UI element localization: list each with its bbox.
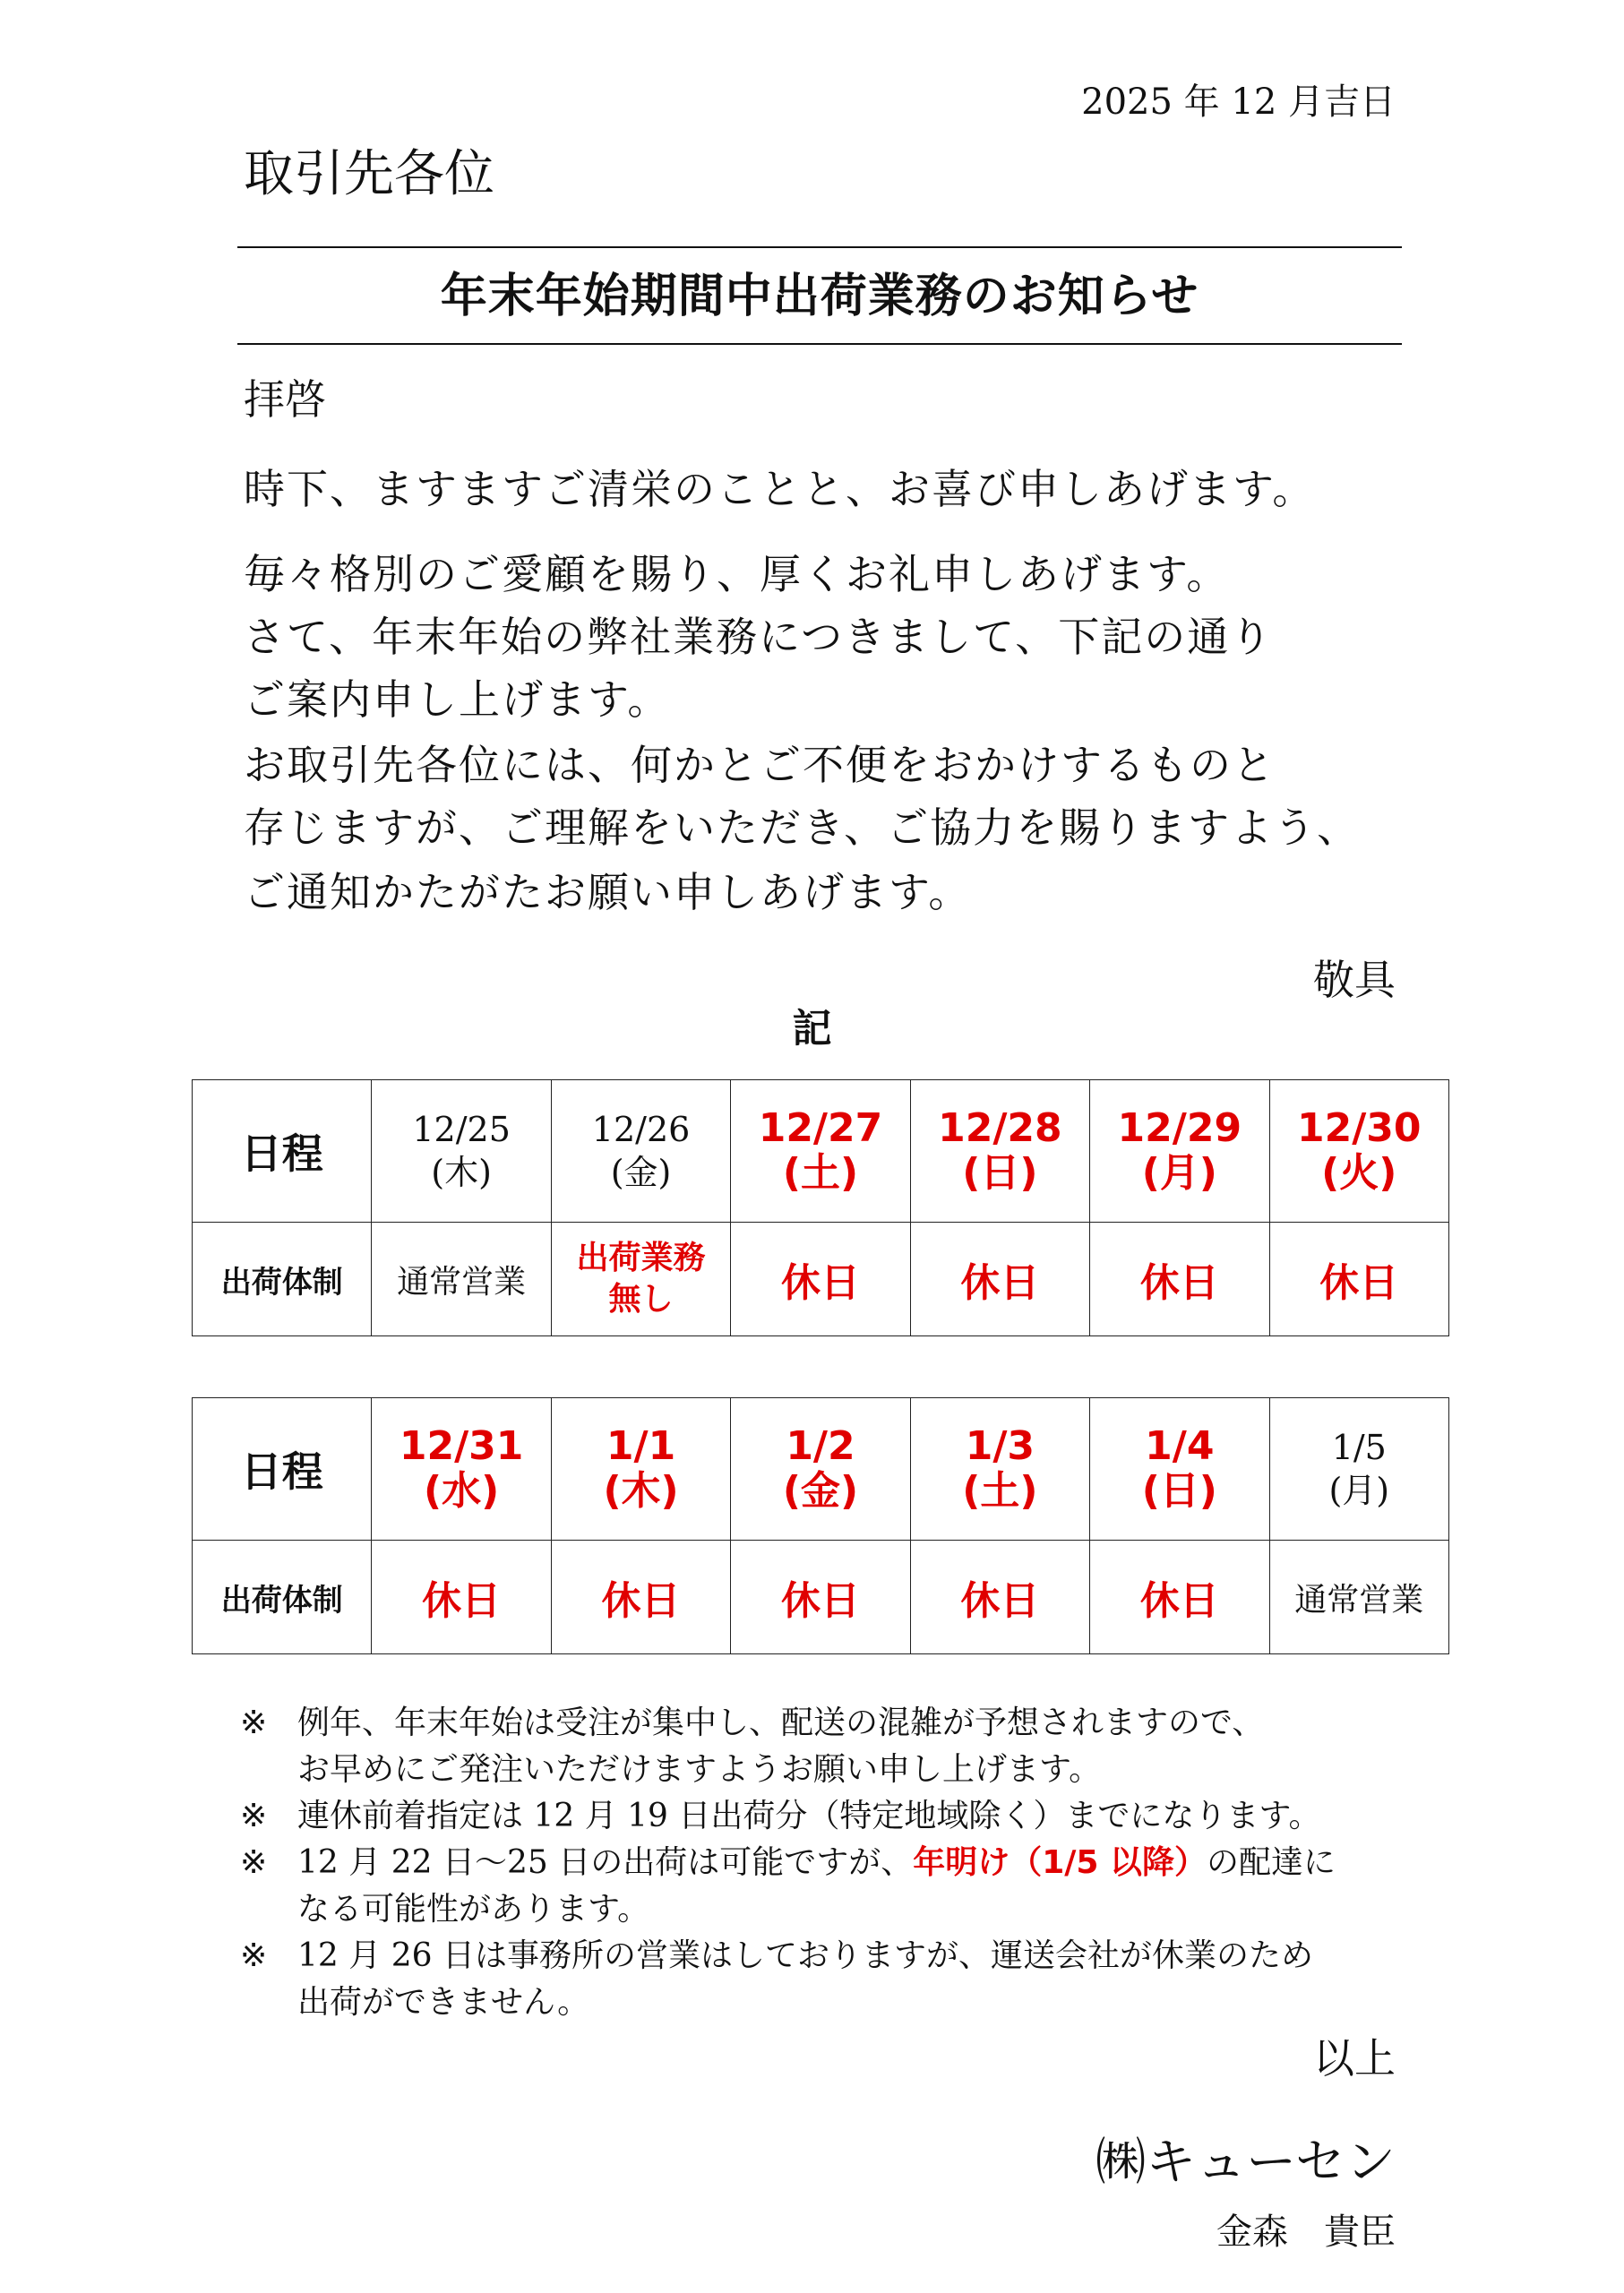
body-line-3: さて、年末年始の弊社業務につきまして、下記の通り <box>244 613 1274 661</box>
company-name: ㈱キューセン <box>1096 2134 1396 2192</box>
signatory: 金森 貴臣 <box>1216 2211 1396 2253</box>
label-status: 出荷体制 <box>193 1541 372 1654</box>
date-cell-holiday: 1/2 (金) <box>731 1398 910 1541</box>
body-line-2: 毎々格別のご愛顧を賜り、厚くお礼申しあげます。 <box>244 550 1230 598</box>
date-cell-holiday: 12/29 (月) <box>1090 1080 1269 1223</box>
notes <box>240 1700 1422 2026</box>
date-cell: 1/5 (月) <box>1269 1398 1448 1541</box>
addressee: 取引先各位 <box>244 145 494 203</box>
note-3-line-2: なる可能性があります。 <box>297 1891 650 1928</box>
status-cell-holiday: 休日 <box>910 1541 1089 1654</box>
date-cell: 12/26 (金) <box>551 1080 730 1223</box>
note-3-text-post: の配達に <box>1206 1844 1336 1881</box>
note-3 <box>240 1840 1422 1933</box>
status-cell: 通常営業 <box>1269 1541 1448 1654</box>
status-cell-holiday: 休日 <box>910 1223 1089 1336</box>
status-cell-holiday: 休日 <box>731 1223 910 1336</box>
status-cell: 通常営業 <box>372 1223 551 1336</box>
note-2 <box>240 1793 1422 1840</box>
date-cell-holiday: 12/27 (土) <box>731 1080 910 1223</box>
note-3-text-pre: 12 月 22 日～25 日の出荷は可能ですが、 <box>297 1844 914 1881</box>
date-cell-holiday: 12/30 (火) <box>1269 1080 1448 1223</box>
note-mark: ※ <box>240 1844 268 1881</box>
note-mark: ※ <box>240 1798 268 1834</box>
schedule-table-1 <box>192 1079 1449 1336</box>
note-1-line-1: 例年、年末年始は受注が集中し、配送の混雑が予想されますので、 <box>297 1705 1265 1741</box>
body-line-7: ご通知かたがたお願い申しあげます。 <box>244 868 972 916</box>
label-date: 日程 <box>193 1080 372 1223</box>
title-rule-bottom <box>237 343 1402 345</box>
note-2-text: 連休前着指定は 12 月 19 日出荷分（特定地域除く）までになります。 <box>297 1798 1321 1834</box>
table-row-status <box>193 1541 1449 1654</box>
greeting: 拝啓 <box>244 375 326 424</box>
label-status: 出荷体制 <box>193 1223 372 1336</box>
note-mark: ※ <box>240 1705 268 1741</box>
date-cell: 12/25 (木) <box>372 1080 551 1223</box>
status-cell-holiday: 休日 <box>1090 1223 1269 1336</box>
body-line-1: 時下、ますますご清栄のことと、お喜び申しあげます。 <box>244 465 1316 513</box>
status-cell-no-shipping: 出荷業務 無し <box>551 1223 730 1336</box>
document-title: 年末年始期間中出荷業務のお知らせ <box>440 270 1199 323</box>
title-rule-top <box>237 246 1402 248</box>
note-mark: ※ <box>240 1937 268 1974</box>
closing: 以上 <box>1313 2034 1396 2083</box>
note-1 <box>240 1700 1422 1793</box>
ki-heading: 記 <box>792 1006 832 1052</box>
note-4-line-2: 出荷ができません。 <box>297 1984 590 2021</box>
status-cell-holiday: 休日 <box>731 1541 910 1654</box>
date-cell-holiday: 1/1 (木) <box>551 1398 730 1541</box>
date-cell-holiday: 1/3 (土) <box>910 1398 1089 1541</box>
keigu: 敬具 <box>1313 956 1396 1004</box>
table-row-dates <box>193 1080 1449 1223</box>
note-4 <box>240 1933 1422 2026</box>
status-cell-holiday: 休日 <box>551 1541 730 1654</box>
note-4-line-1: 12 月 26 日は事務所の営業はしておりますが、運送会社が休業のため <box>297 1937 1313 1974</box>
status-cell-holiday: 休日 <box>1269 1223 1448 1336</box>
body-line-6: 存じますが、ご理解をいただき、ご協力を賜りますよう、 <box>244 803 1361 852</box>
table-row-status <box>193 1223 1449 1336</box>
label-date: 日程 <box>193 1398 372 1541</box>
status-cell-holiday: 休日 <box>372 1541 551 1654</box>
table-row-dates <box>193 1398 1449 1541</box>
note-3-text-highlight: 年明け（1/5 以降） <box>913 1844 1207 1881</box>
date-cell-holiday: 12/28 (日) <box>910 1080 1089 1223</box>
note-1-line-2: お早めにご発注いただけますようお願い申し上げます。 <box>297 1751 1102 1788</box>
body-line-5: お取引先各位には、何かとご不便をおかけするものと <box>244 741 1276 789</box>
body-line-4: ご案内申し上げます。 <box>244 675 671 724</box>
status-cell-holiday: 休日 <box>1090 1541 1269 1654</box>
date-cell-holiday: 12/31 (水) <box>372 1398 551 1541</box>
issue-date: 2025 年 12 月吉日 <box>1081 82 1396 123</box>
schedule-table-2 <box>192 1397 1449 1654</box>
date-cell-holiday: 1/4 (日) <box>1090 1398 1269 1541</box>
